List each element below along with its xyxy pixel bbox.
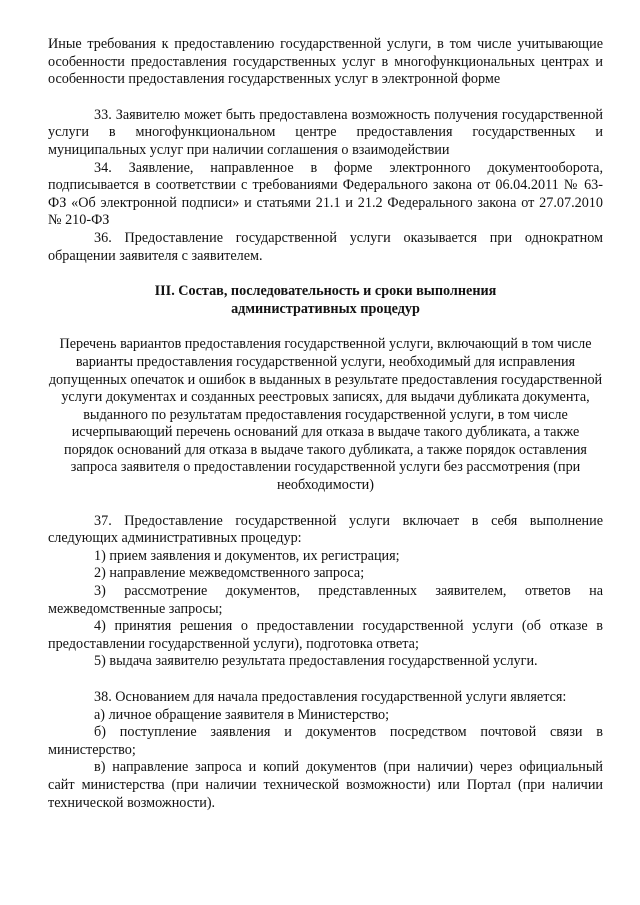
other-requirements-heading: Иные требования к предоставлению государственной услуги, в том числе учитывающие особенности предоставления государственных услуг в многофункциональных центрах и особенности предоставления государственных услуг в электронной форме [48, 36, 603, 88]
basis-item-v: в) направление запроса и копий документов (при наличии) через официальный сайт министерства (при наличии технической возможности) или Портал (при наличии технической возможности). [48, 759, 603, 811]
variants-subheading: Перечень вариантов предоставления государственной услуги, включающий в том числе варианты предоставления государственной услуги, необходимый для исправления допущенных опечаток и ошибок в выданных в результате предоставления государственной услуги документах и созданных реестровых записях, для выдачи дубликата документа, выданного по результатам предоставления государственной услуги, в том числе исчерпывающий перечень оснований для отказа в выдаче такого дубликата, а также порядок оснований для отказа в выдаче такого дубликата, а также порядок оставления запроса заявителя о предоставлении государственной услуги без рассмотрения (при необходимости) [48, 336, 603, 494]
section-title: III. Состав, последовательность и сроки выполнения административных процедур [154, 283, 497, 317]
procedure-item-2: 2) направление межведомственного запроса; [94, 565, 365, 582]
paragraph-38-intro: 38. Основанием для начала предоставления государственной услуги является: [94, 689, 567, 705]
procedure-item-5: 5) выдача заявителю результата предоставления государственной услуги. [94, 653, 538, 670]
spacer [48, 495, 603, 513]
paragraph-36: 36. Предоставление государственной услуги оказывается при однократном обращении заявителя с заявителем. [48, 229, 603, 264]
paragraph-33: 33. Заявителю может быть предоставлена возможность получения государственной услуги в многофункциональном центре предоставления государственных и муниципальных услуг при наличии соглашения о взаимодействии [48, 106, 603, 158]
spacer [48, 671, 603, 689]
procedure-item-3: 3) рассмотрение документов, представленных заявителем, ответов на межведомственные запросы; [48, 583, 603, 617]
spacer [48, 318, 603, 336]
procedure-item-4: 4) принятия решения о предоставлении государственной услуги (об отказе в предоставлении государственной услуги), подготовка ответа; [48, 618, 603, 652]
basis-item-a: а) личное обращение заявителя в Министерство; [94, 706, 390, 723]
paragraph-34: 34. Заявление, направленное в форме электронного документооборота, подписывается в соответствии с требованиями Федерального закона от 06.04.2011 № 63-ФЗ «Об электронной подписи» и статьями 21.1 и 21.2 Федерального закона от 27.07.2010 № 210-ФЗ [48, 159, 603, 229]
spacer [48, 265, 603, 283]
document-page [48, 36, 603, 812]
procedure-item-1: 1) прием заявления и документов, их регистрация; [94, 547, 400, 564]
paragraph-37-intro: 37. Предоставление государственной услуги включает в себя выполнение следующих административных процедур: [48, 512, 603, 547]
spacer [48, 89, 603, 107]
basis-item-b: б) поступление заявления и документов посредством почтовой связи в министерство; [48, 724, 603, 758]
